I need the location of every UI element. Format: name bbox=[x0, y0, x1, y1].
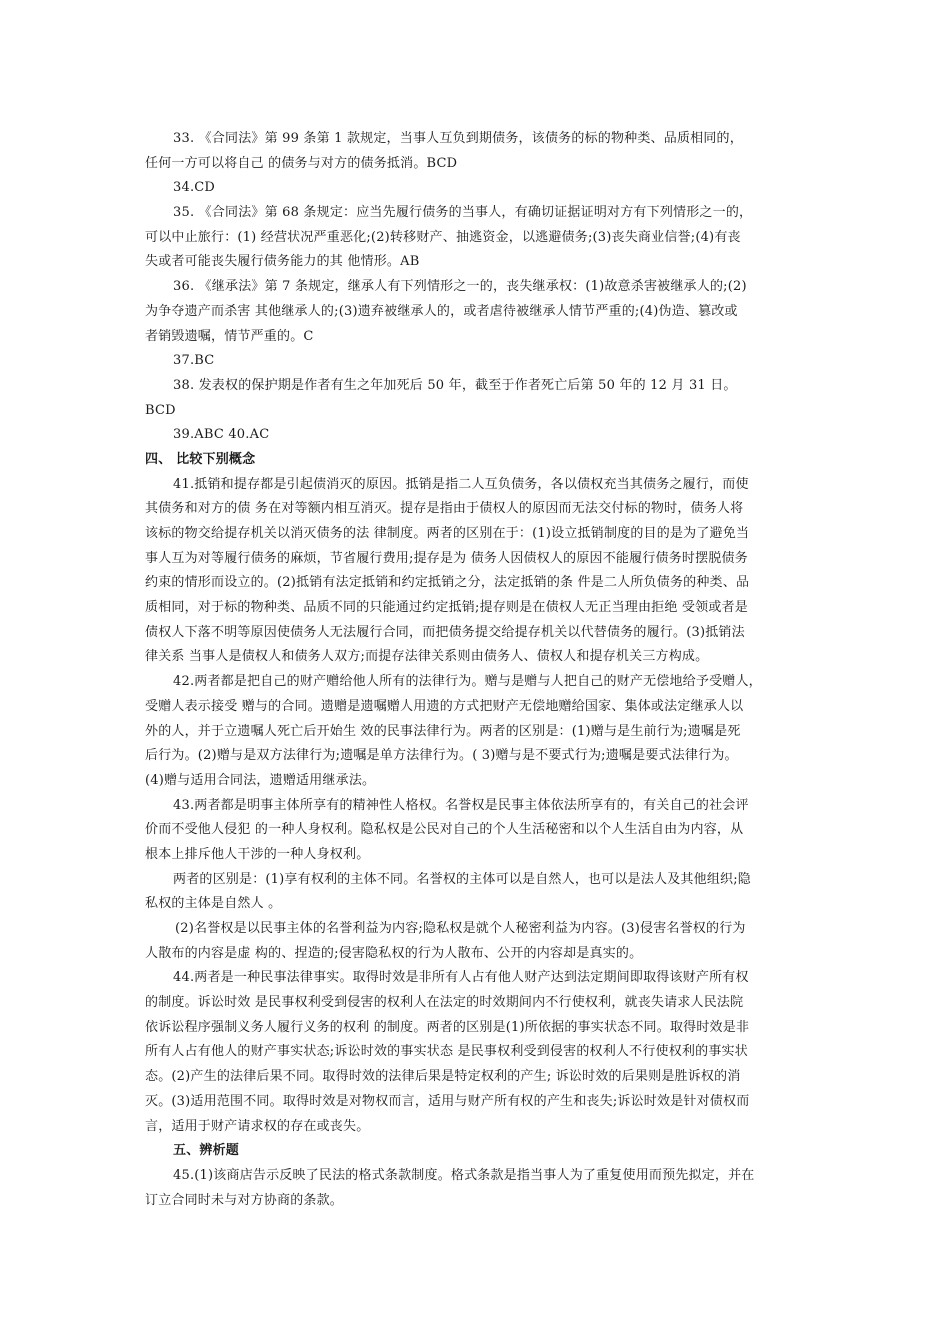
paragraph-line: 者销毁遗嘱，情节严重的。C bbox=[145, 328, 314, 344]
paragraph-line: (4)赠与适用合同法，遗赠适用继承法。 bbox=[145, 772, 376, 788]
document-page bbox=[145, 127, 807, 1213]
paragraph-line: 所有人占有他人的财产事实状态;诉讼时效的事实状态 是民事权利受到侵害的权利人不行使权利的事实状 bbox=[145, 1044, 748, 1060]
paragraph-line: 债权人下落不明等原因使债务人无法履行合同，而把债务提交给提存机关以代替债务的履行。(3)抵销法 bbox=[145, 624, 745, 640]
paragraph-line: 事人互为对等履行债务的麻烦，节省履行费用;提存是为 债务人因债权人的原因不能履行债务时摆脱债务 bbox=[145, 550, 748, 566]
paragraph-line: 灭。(3)适用范围不同。取得时效是对物权而言，适用与财产所有权的产生和丧失;诉讼时效是针对债权而 bbox=[145, 1093, 750, 1109]
paragraph-line: 36. 《继承法》第 7 条规定，继承人有下列情形之一的，丧失继承权：(1)故意杀害被继承人的;(2) bbox=[173, 279, 747, 295]
paragraph-line: (2)名誉权是以民事主体的名誉利益为内容;隐私权是就个人秘密利益为内容。(3)侵害名誉权的行为 bbox=[175, 921, 746, 936]
paragraph-line: 41.抵销和提存都是引起债消灭的原因。抵销是指二人互负债务，各以债权充当其债务之履行，而使 bbox=[173, 476, 749, 492]
paragraph-line: 质相同，对于标的物种类、品质不同的只能通过约定抵销;提存则是在债权人无正当理由拒绝 受领或者是 bbox=[145, 600, 748, 616]
paragraph-line: 订立合同时未与对方协商的条款。 bbox=[145, 1192, 344, 1208]
answer-line: 34.CD bbox=[173, 180, 216, 196]
paragraph-line: 为争夺遗产而杀害 其他继承人的;(3)遗弃被继承人的，或者虐待被继承人情节严重的;(4)伪造、篡改或 bbox=[145, 303, 738, 319]
paragraph-line: 任何一方可以将自己 的债务与对方的债务抵消。BCD bbox=[145, 155, 458, 171]
paragraph-line: 44.两者是一种民事法律事实。取得时效是非所有人占有他人财产达到法定期间即取得该财产所有权 bbox=[173, 970, 749, 986]
paragraph-line: 该标的物交给提存机关以消灭债务的法 律制度。两者的区别在于：(1)设立抵销制度的目的是为了避免当 bbox=[145, 526, 750, 541]
paragraph-line: 38. 发表权的保护期是作者有生之年加死后 50 年，截至于作者死亡后第 50 年的 12 月 31 日。 bbox=[173, 377, 737, 393]
paragraph-line: 45.(1)该商店告示反映了民法的格式条款制度。格式条款是指当事人为了重复使用而预先拟定，并在 bbox=[173, 1167, 755, 1183]
paragraph-line: 其债务和对方的债 务在对等额内相互消灭。提存是指由于债权人的原因而无法交付标的物时，债务人将 bbox=[145, 501, 744, 517]
paragraph-line: 失或者可能丧失履行债务能力的其 他情形。AB bbox=[145, 254, 420, 270]
paragraph-line: 态。(2)产生的法律后果不同。取得时效的法律后果是特定权利的产生; 诉讼时效的后果则是胜诉权的消 bbox=[145, 1069, 741, 1085]
paragraph-line: 两者的区别是：(1)享有权利的主体不同。名誉权的主体可以是自然人，也可以是法人及其他组织;隐 bbox=[173, 871, 751, 887]
paragraph-line: 可以中止旅行：(1) 经营状况严重恶化;(2)转移财产、抽逃资金，以逃避债务;(3)丧失商业信誉;(4)有丧 bbox=[145, 229, 741, 245]
paragraph-line: BCD bbox=[145, 402, 176, 418]
paragraph-line: 的制度。诉讼时效 是民事权利受到侵害的权利人在法定的时效期间内不行使权利，就丧失请求人民法院 bbox=[145, 995, 744, 1011]
answer-line: 37.BC bbox=[173, 353, 215, 369]
section-heading: 五、辨析题 bbox=[173, 1143, 240, 1159]
paragraph-line: 约束的情形而设立的。(2)抵销有法定抵销和约定抵销之分，法定抵销的条 件是二人所负债务的种类、品 bbox=[145, 575, 750, 591]
paragraph-line: 35. 《合同法》第 68 条规定：应当先履行债务的当事人，有确切证据证明对方有下列情形之一的， bbox=[173, 205, 753, 221]
paragraph-line: 后行为。(2)赠与是双方法律行为;遗嘱是单方法律行为。( 3)赠与是不要式行为;遗嘱是要式法律行为。 bbox=[145, 748, 738, 764]
paragraph-line: 42.两者都是把自己的财产赠给他人所有的法律行为。赠与是赠与人把自己的财产无偿地给予受赠人， bbox=[173, 674, 762, 690]
paragraph-line: 受赠人表示接受 赠与的合同。遗赠是遗嘱赠人用遗的方式把财产无偿地赠给国家、集体或法定继承人以 bbox=[145, 698, 744, 714]
paragraph-line: 人散布的内容是虚 构的、捏造的;侵害隐私权的行为人散布、公开的内容却是真实的。 bbox=[145, 945, 643, 961]
paragraph-line: 价而不受他人侵犯 的一种人身权利。隐私权是公民对自己的个人生活秘密和以个人生活自由为内容，从 bbox=[145, 822, 744, 838]
paragraph-line: 33. 《合同法》第 99 条第 1 款规定，当事人互负到期债务，该债务的标的物种类、品质相同的， bbox=[173, 131, 743, 146]
paragraph-line: 43.两者都是明事主体所享有的精神性人格权。名誉权是民事主体依法所享有的，有关自己的社会评 bbox=[173, 797, 749, 813]
paragraph-line: 律关系 当事人是债权人和债务人双方;而提存法律关系则由债务人、债权人和提存机关三方构成。 bbox=[145, 649, 709, 665]
paragraph-line: 私权的主体是自然人 。 bbox=[145, 896, 282, 912]
paragraph-line: 根本上排斥他人干涉的一种人身权利。 bbox=[145, 846, 370, 862]
answer-line: 39.ABC 40.AC bbox=[173, 427, 270, 443]
paragraph-line: 言，适用于财产请求权的存在或丧失。 bbox=[145, 1118, 370, 1134]
paragraph-line: 依诉讼程序强制义务人履行义务的权利 的制度。两者的区别是(1)所依据的事实状态不同。取得时效是非 bbox=[145, 1019, 750, 1035]
section-heading: 四、 比较下别概念 bbox=[145, 451, 256, 467]
paragraph-line: 外的人，并于立遗嘱人死亡后开始生 效的民事法律行为。两者的区别是：(1)赠与是生前行为;遗嘱是死 bbox=[145, 723, 741, 739]
